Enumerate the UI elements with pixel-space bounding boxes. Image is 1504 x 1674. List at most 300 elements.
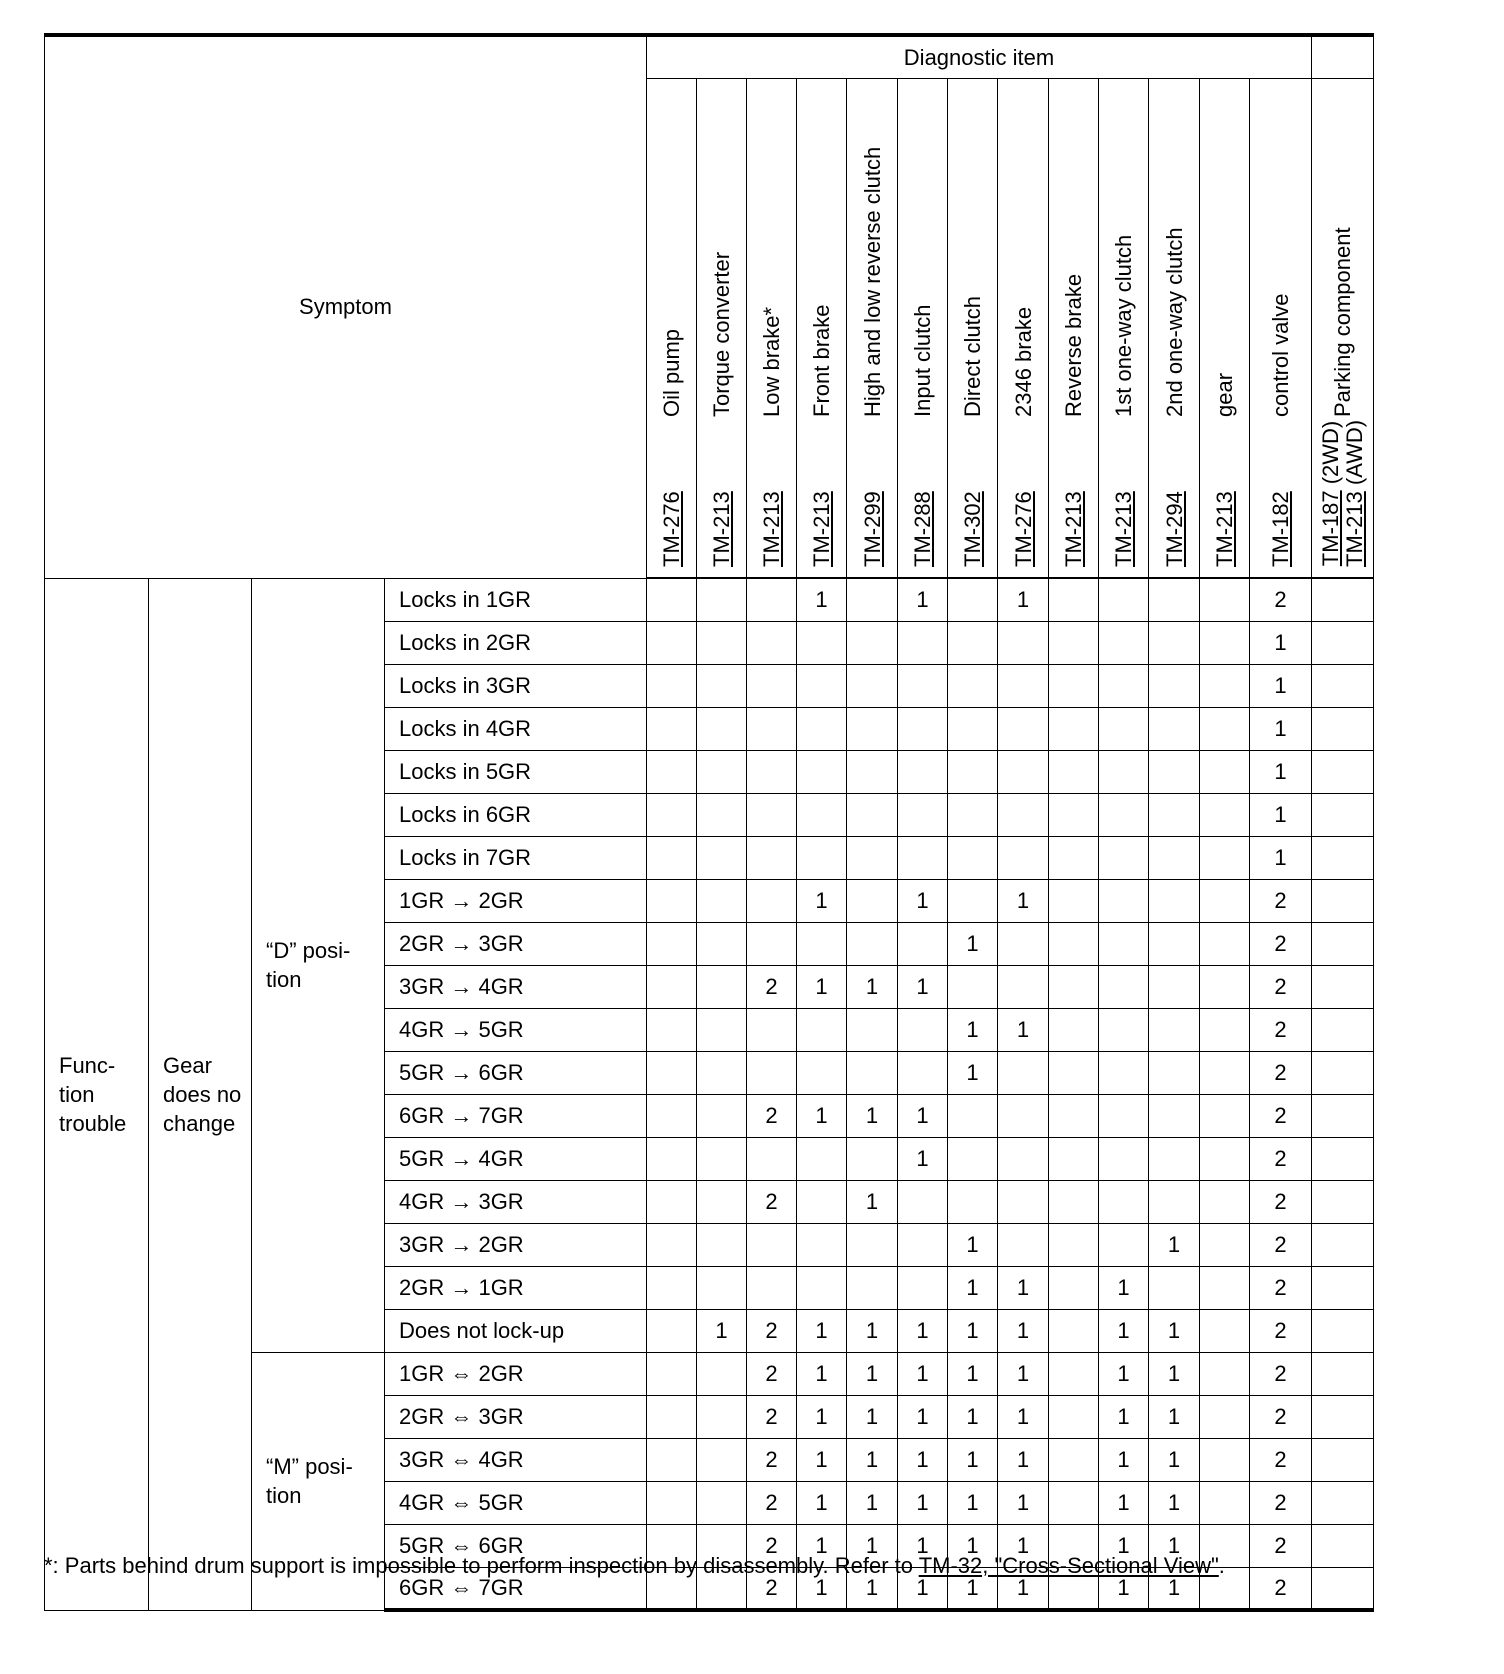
column-name: Input clutch — [910, 304, 935, 417]
value-cell — [1049, 1180, 1099, 1223]
value-cell — [697, 1266, 747, 1309]
value-cell — [697, 1223, 747, 1266]
value-cell: 1 — [1149, 1524, 1200, 1567]
value-cell: 1 — [1099, 1352, 1149, 1395]
value-cell — [847, 1008, 898, 1051]
column-reference — [659, 491, 685, 567]
value-cell — [647, 836, 697, 879]
value-cell: 1 — [948, 1438, 998, 1481]
diagnostic-item-header: Diagnostic item — [647, 35, 1312, 79]
value-cell: 1 — [948, 1524, 998, 1567]
value-cell: 1 — [797, 1352, 847, 1395]
value-cell — [747, 922, 797, 965]
value-cell — [697, 836, 747, 879]
value-cell — [998, 1137, 1049, 1180]
column-reference-link[interactable]: TM-299 — [859, 491, 885, 567]
value-cell — [1049, 1266, 1099, 1309]
value-cell — [1099, 1137, 1149, 1180]
value-cell — [998, 1094, 1049, 1137]
column-reference — [709, 491, 735, 567]
value-cell — [647, 1008, 697, 1051]
column-reference-link[interactable]: TM-294 — [1161, 491, 1187, 567]
value-cell — [1312, 1309, 1374, 1352]
value-cell — [998, 1051, 1049, 1094]
value-cell — [1049, 750, 1099, 793]
value-cell — [1049, 621, 1099, 664]
value-cell — [1149, 836, 1200, 879]
value-cell — [1149, 1094, 1200, 1137]
value-cell — [747, 1266, 797, 1309]
value-cell — [647, 1137, 697, 1180]
value-cell — [998, 1180, 1049, 1223]
value-cell: 1 — [797, 965, 847, 1008]
value-cell: 1 — [948, 1309, 998, 1352]
value-cell — [797, 1051, 847, 1094]
value-cell: 2 — [747, 1438, 797, 1481]
value-cell — [1049, 836, 1099, 879]
column-header — [1099, 79, 1149, 579]
value-cell — [1149, 1180, 1200, 1223]
value-cell: 2 — [1250, 1481, 1312, 1524]
value-cell: 1 — [847, 1438, 898, 1481]
value-cell — [1099, 707, 1149, 750]
value-cell — [747, 836, 797, 879]
value-cell: 2 — [1250, 1309, 1312, 1352]
value-cell: 1 — [1099, 1481, 1149, 1524]
value-cell: 1 — [1099, 1438, 1149, 1481]
value-cell — [1200, 664, 1250, 707]
value-cell — [1099, 836, 1149, 879]
column-reference — [1061, 491, 1087, 567]
column-reference-link[interactable]: TM-213 — [759, 491, 784, 567]
value-cell — [647, 707, 697, 750]
value-cell: 2 — [1250, 1352, 1312, 1395]
value-cell — [697, 707, 747, 750]
value-cell — [998, 621, 1049, 664]
column-name: Torque converter — [709, 251, 734, 417]
column-reference — [1011, 491, 1037, 567]
value-cell — [1200, 1395, 1250, 1438]
value-cell — [797, 621, 847, 664]
value-cell — [797, 1137, 847, 1180]
value-cell — [647, 1481, 697, 1524]
value-cell: 1 — [898, 578, 948, 621]
value-cell — [1200, 1051, 1250, 1094]
value-cell — [998, 965, 1049, 1008]
value-cell: 1 — [898, 1481, 948, 1524]
value-cell — [1200, 1137, 1250, 1180]
symptom-cell: 2GR ⇔ 3GR — [385, 1395, 647, 1438]
value-cell: 1 — [898, 879, 948, 922]
value-cell: 2 — [747, 1567, 797, 1610]
value-cell — [1099, 750, 1149, 793]
column-header — [1149, 79, 1200, 579]
value-cell — [747, 664, 797, 707]
value-cell — [1049, 879, 1099, 922]
value-cell: 1 — [847, 1094, 898, 1137]
symptom-cell: 2GR → 3GR — [385, 922, 647, 965]
column-name: Direct clutch — [960, 295, 985, 417]
value-cell — [647, 1352, 697, 1395]
value-cell: 1 — [847, 1395, 898, 1438]
value-cell — [697, 1438, 747, 1481]
value-cell — [647, 578, 697, 621]
value-cell: 2 — [747, 965, 797, 1008]
value-cell: 1 — [797, 1567, 847, 1610]
value-cell — [1312, 1051, 1374, 1094]
column-name: Parking component — [1330, 227, 1355, 417]
column-reference — [1212, 491, 1238, 567]
value-cell — [697, 1137, 747, 1180]
symptom-cell: 3GR → 4GR — [385, 965, 647, 1008]
value-cell — [697, 793, 747, 836]
column-reference-link[interactable]: TM-288 — [910, 491, 935, 567]
column-reference-suffix: (AWD) — [1342, 419, 1367, 492]
value-cell: 1 — [898, 1438, 948, 1481]
value-cell: 1 — [998, 1567, 1049, 1610]
value-cell — [697, 1481, 747, 1524]
value-cell — [747, 750, 797, 793]
symptom-cell: Does not lock-up — [385, 1309, 647, 1352]
column-header — [898, 79, 948, 579]
value-cell — [1149, 1008, 1200, 1051]
footnote-text: *: Parts behind drum support is impossible to perform inspection by disassembly. Refer to — [44, 1553, 919, 1578]
value-cell — [797, 664, 847, 707]
table-row — [45, 578, 1374, 621]
value-cell — [1099, 1094, 1149, 1137]
value-cell: 1 — [697, 1309, 747, 1352]
value-cell — [948, 793, 998, 836]
column-header — [948, 79, 998, 579]
value-cell — [998, 1223, 1049, 1266]
column-reference-link[interactable]: TM-213 — [1111, 491, 1136, 567]
value-cell — [1099, 621, 1149, 664]
value-cell: 2 — [747, 1094, 797, 1137]
column-name: Reverse brake — [1061, 273, 1086, 417]
symptom-cell: 5GR → 4GR — [385, 1137, 647, 1180]
value-cell — [1049, 1438, 1099, 1481]
column-name: Front brake — [809, 304, 834, 417]
value-cell — [747, 1051, 797, 1094]
value-cell — [847, 879, 898, 922]
column-name: 2346 brake — [1010, 306, 1036, 417]
value-cell — [1312, 1395, 1374, 1438]
value-cell — [647, 965, 697, 1008]
value-cell — [1200, 1094, 1250, 1137]
column-reference-link[interactable]: TM-302 — [960, 491, 985, 567]
footnote-end: . — [1218, 1553, 1225, 1578]
value-cell: 1 — [948, 1051, 998, 1094]
value-cell — [647, 664, 697, 707]
value-cell: 2 — [1250, 1094, 1312, 1137]
value-cell — [1312, 1094, 1374, 1137]
value-cell — [898, 793, 948, 836]
value-cell: 1 — [998, 1352, 1049, 1395]
value-cell: 2 — [1250, 922, 1312, 965]
symptom-cell: 6GR → 7GR — [385, 1094, 647, 1137]
value-cell — [998, 750, 1049, 793]
value-cell — [847, 578, 898, 621]
value-cell — [1200, 965, 1250, 1008]
column-header — [1049, 79, 1099, 579]
value-cell: 1 — [1149, 1352, 1200, 1395]
value-cell: 1 — [797, 879, 847, 922]
column-name: 2nd one-way clutch — [1161, 227, 1187, 417]
column-reference — [960, 491, 986, 567]
value-cell — [948, 750, 998, 793]
value-cell — [847, 707, 898, 750]
value-cell — [948, 836, 998, 879]
value-cell — [898, 1008, 948, 1051]
value-cell — [1049, 793, 1099, 836]
symptom-cell: Locks in 3GR — [385, 664, 647, 707]
value-cell — [1049, 1309, 1099, 1352]
value-cell — [1312, 965, 1374, 1008]
value-cell — [847, 793, 898, 836]
value-cell — [1200, 1438, 1250, 1481]
value-cell: 1 — [847, 1567, 898, 1610]
symptom-cell: 2GR → 1GR — [385, 1266, 647, 1309]
value-cell — [1149, 793, 1200, 836]
value-cell — [1149, 578, 1200, 621]
value-cell: 1 — [898, 1094, 948, 1137]
column-header — [847, 79, 898, 579]
value-cell — [797, 707, 847, 750]
value-cell: 2 — [747, 1524, 797, 1567]
value-cell: 1 — [948, 922, 998, 965]
value-cell — [1312, 1481, 1374, 1524]
value-cell — [1200, 1481, 1250, 1524]
value-cell — [797, 836, 847, 879]
value-cell — [647, 1051, 697, 1094]
value-cell: 2 — [1250, 1438, 1312, 1481]
symptom-cell: 3GR ⇔ 4GR — [385, 1438, 647, 1481]
value-cell — [647, 793, 697, 836]
value-cell — [1200, 1180, 1250, 1223]
value-cell — [898, 1180, 948, 1223]
value-cell: 2 — [747, 1481, 797, 1524]
header-blank-cell — [1312, 35, 1374, 79]
symptom-cell: 5GR ⇔ 6GR — [385, 1524, 647, 1567]
column-reference — [1268, 491, 1294, 567]
value-cell — [797, 750, 847, 793]
value-cell — [1200, 750, 1250, 793]
value-cell: 1 — [1099, 1309, 1149, 1352]
value-cell — [747, 578, 797, 621]
value-cell — [797, 1266, 847, 1309]
value-cell — [1200, 1223, 1250, 1266]
value-cell: 1 — [1099, 1266, 1149, 1309]
value-cell — [847, 1266, 898, 1309]
value-cell — [1200, 879, 1250, 922]
value-cell — [898, 836, 948, 879]
value-cell — [898, 664, 948, 707]
column-reference-link[interactable]: TM-213 — [709, 491, 734, 567]
value-cell — [998, 836, 1049, 879]
value-cell — [1149, 922, 1200, 965]
value-cell — [1200, 836, 1250, 879]
d-position-cell: “D” posi- tion — [252, 578, 385, 1352]
value-cell: 1 — [847, 1180, 898, 1223]
value-cell: 1 — [1099, 1567, 1149, 1610]
column-reference-link[interactable]: TM-213 — [1061, 491, 1086, 567]
column-reference-link[interactable]: TM-182 — [1268, 491, 1293, 567]
value-cell: 1 — [948, 1567, 998, 1610]
value-cell — [1149, 965, 1200, 1008]
symptom-cell: Locks in 4GR — [385, 707, 647, 750]
value-cell — [1312, 578, 1374, 621]
value-cell — [1099, 922, 1149, 965]
value-cell — [898, 922, 948, 965]
value-cell — [697, 922, 747, 965]
diagnosis-table — [44, 33, 1374, 1612]
value-cell — [797, 922, 847, 965]
value-cell — [1149, 1266, 1200, 1309]
footnote-link[interactable]: TM-32, "Cross-Sectional View" — [918, 1553, 1219, 1578]
column-reference-link[interactable]: TM-276 — [1010, 491, 1036, 567]
value-cell: 1 — [1149, 1438, 1200, 1481]
column-reference — [809, 491, 835, 567]
value-cell — [1049, 1395, 1099, 1438]
column-reference — [1111, 491, 1137, 567]
column-header — [1200, 79, 1250, 579]
value-cell — [697, 1008, 747, 1051]
m-position-cell: “M” posi- tion — [252, 1352, 385, 1610]
value-cell: 2 — [747, 1309, 797, 1352]
value-cell — [647, 1395, 697, 1438]
value-cell — [1149, 1137, 1200, 1180]
value-cell — [847, 664, 898, 707]
value-cell — [697, 578, 747, 621]
value-cell — [1149, 879, 1200, 922]
column-header — [697, 79, 747, 579]
value-cell: 1 — [847, 1524, 898, 1567]
value-cell: 1 — [1149, 1395, 1200, 1438]
value-cell — [847, 836, 898, 879]
value-cell — [1312, 1137, 1374, 1180]
footnote — [44, 1553, 1225, 1579]
value-cell: 2 — [1250, 1008, 1312, 1051]
value-cell: 1 — [847, 1352, 898, 1395]
value-cell: 1 — [998, 1309, 1049, 1352]
value-cell: 1 — [898, 965, 948, 1008]
column-reference-link[interactable]: TM-213 — [809, 491, 834, 567]
value-cell — [1149, 750, 1200, 793]
value-cell — [1312, 1266, 1374, 1309]
value-cell — [1099, 1223, 1149, 1266]
column-reference-link[interactable]: TM-213 — [1342, 491, 1367, 567]
value-cell — [1200, 707, 1250, 750]
value-cell: 1 — [1250, 621, 1312, 664]
symptom-cell: 5GR → 6GR — [385, 1051, 647, 1094]
category-cell: Func- tion trouble — [45, 578, 149, 1610]
column-name: control valve — [1268, 293, 1293, 417]
value-cell — [1312, 1180, 1374, 1223]
value-cell — [1149, 707, 1200, 750]
symptom-cell: 4GR → 5GR — [385, 1008, 647, 1051]
value-cell: 1 — [948, 1481, 998, 1524]
symptom-cell: 4GR → 3GR — [385, 1180, 647, 1223]
value-cell — [797, 1180, 847, 1223]
value-cell — [898, 1051, 948, 1094]
value-cell — [948, 1137, 998, 1180]
value-cell: 1 — [948, 1352, 998, 1395]
value-cell: 1 — [1099, 1524, 1149, 1567]
symptom-cell: Locks in 7GR — [385, 836, 647, 879]
value-cell — [898, 1223, 948, 1266]
value-cell: 1 — [998, 879, 1049, 922]
value-cell: 2 — [1250, 1395, 1312, 1438]
value-cell — [1049, 922, 1099, 965]
value-cell — [647, 750, 697, 793]
symptom-cell: Locks in 5GR — [385, 750, 647, 793]
value-cell: 2 — [1250, 1524, 1312, 1567]
value-cell: 1 — [898, 1395, 948, 1438]
value-cell: 2 — [1250, 879, 1312, 922]
column-reference-link[interactable]: TM-276 — [659, 491, 684, 567]
value-cell: 1 — [998, 578, 1049, 621]
value-cell: 1 — [1099, 1395, 1149, 1438]
value-cell — [797, 1008, 847, 1051]
value-cell: 2 — [1250, 578, 1312, 621]
value-cell — [1049, 1051, 1099, 1094]
symptom-cell: 1GR ⇔ 2GR — [385, 1352, 647, 1395]
value-cell — [1099, 879, 1149, 922]
value-cell — [1312, 750, 1374, 793]
value-cell: 1 — [898, 1567, 948, 1610]
value-cell: 1 — [948, 1266, 998, 1309]
value-cell — [747, 879, 797, 922]
column-reference-link[interactable]: TM-187 — [1318, 490, 1343, 567]
value-cell — [898, 1266, 948, 1309]
column-reference-link[interactable]: TM-213 — [1212, 491, 1237, 567]
value-cell — [898, 621, 948, 664]
value-cell — [847, 1051, 898, 1094]
value-cell: 2 — [747, 1352, 797, 1395]
column-reference-line — [1319, 420, 1343, 567]
value-cell — [747, 1137, 797, 1180]
value-cell — [1049, 1481, 1099, 1524]
value-cell — [1312, 922, 1374, 965]
value-cell: 2 — [747, 1180, 797, 1223]
value-cell: 1 — [797, 1309, 847, 1352]
value-cell — [1149, 621, 1200, 664]
value-cell: 2 — [1250, 1180, 1312, 1223]
column-reference-links — [1319, 420, 1367, 567]
value-cell — [647, 922, 697, 965]
value-cell — [747, 1223, 797, 1266]
value-cell — [747, 793, 797, 836]
value-cell — [647, 1266, 697, 1309]
value-cell — [647, 879, 697, 922]
value-cell — [647, 1309, 697, 1352]
symptom-cell: 1GR → 2GR — [385, 879, 647, 922]
value-cell — [847, 750, 898, 793]
value-cell — [1312, 1524, 1374, 1567]
value-cell — [797, 1223, 847, 1266]
symptom-cell: Locks in 1GR — [385, 578, 647, 621]
value-cell: 1 — [948, 1008, 998, 1051]
value-cell: 1 — [898, 1352, 948, 1395]
value-cell — [1049, 1008, 1099, 1051]
value-cell — [948, 707, 998, 750]
value-cell: 1 — [797, 1438, 847, 1481]
value-cell: 2 — [1250, 1137, 1312, 1180]
column-name: High and low reverse clutch — [859, 146, 885, 417]
value-cell — [647, 1438, 697, 1481]
value-cell — [1312, 621, 1374, 664]
value-cell — [998, 922, 1049, 965]
